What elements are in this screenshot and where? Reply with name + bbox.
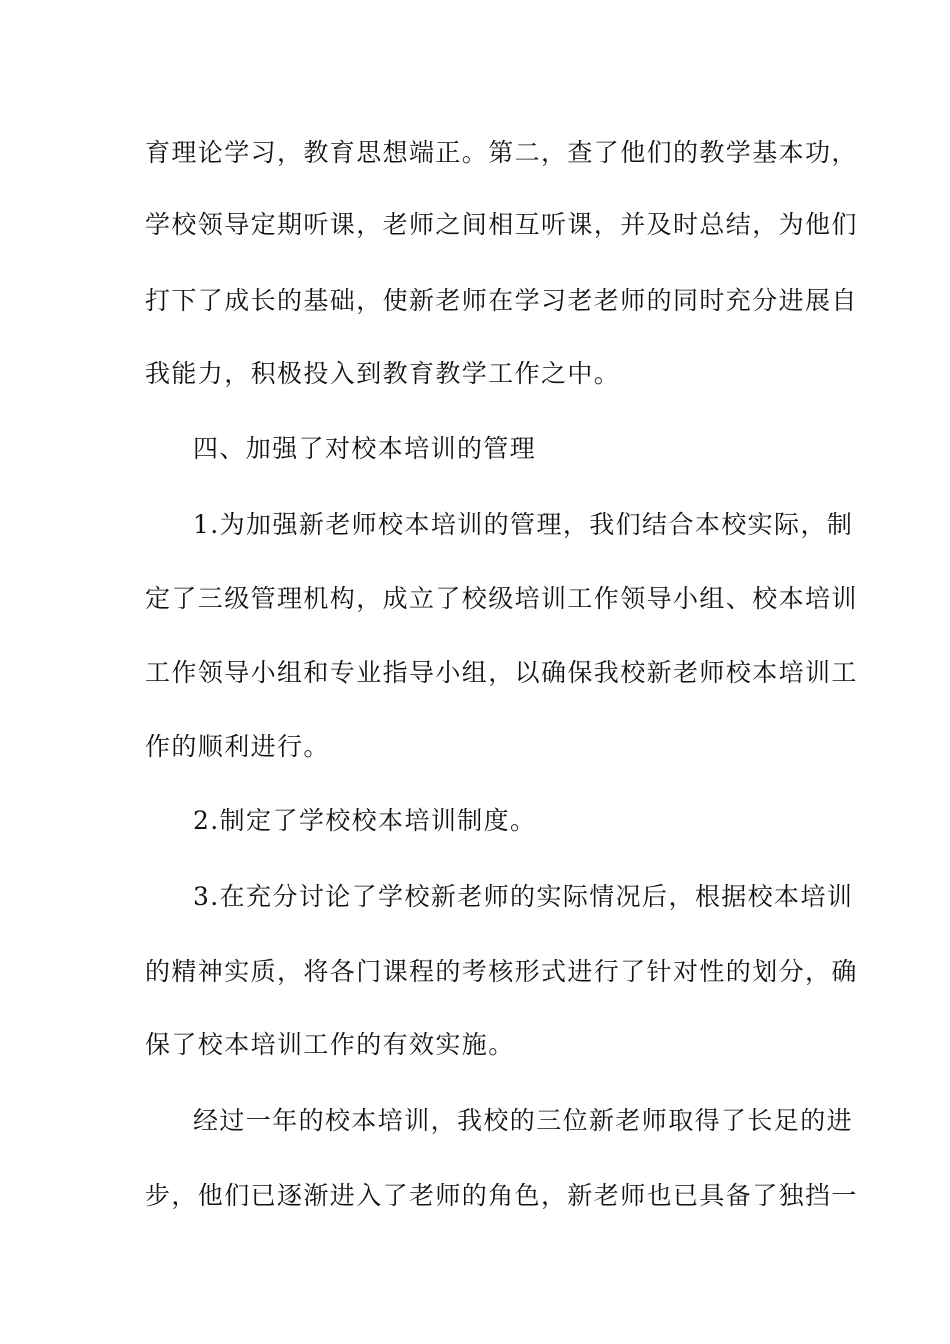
section-heading: 四、加强了对校本培训的管理: [193, 434, 537, 463]
paragraph-line: 工作领导小组和专业指导小组，以确保我校新老师校本培训工: [145, 658, 858, 687]
paragraph-line: 学校领导定期听课，老师之间相互听课，并及时总结，为他们: [145, 210, 858, 239]
paragraph-line: 的精神实质，将各门课程的考核形式进行了针对性的划分，确: [145, 957, 858, 986]
paragraph-line: 我能力，积极投入到教育教学工作之中。: [145, 359, 621, 388]
paragraph-line: 3.在充分讨论了学校新老师的实际情况后，根据校本培训: [193, 882, 854, 911]
paragraph-line: 育理论学习，教育思想端正。第二，查了他们的教学基本功，: [145, 138, 858, 167]
paragraph-line: 1.为加强新老师校本培训的管理，我们结合本校实际，制: [193, 510, 854, 539]
paragraph-line: 保了校本培训工作的有效实施。: [145, 1030, 515, 1059]
paragraph-line: 步，他们已逐渐进入了老师的角色，新老师也已具备了独挡一: [145, 1181, 858, 1210]
paragraph-line: 作的顺利进行。: [145, 732, 330, 761]
paragraph-line: 定了三级管理机构，成立了校级培训工作领导小组、校本培训: [145, 584, 858, 613]
paragraph-line: 打下了成长的基础，使新老师在学习老老师的同时充分进展自: [145, 286, 858, 315]
paragraph-line: 2.制定了学校校本培训制度。: [193, 806, 537, 835]
paragraph-line: 经过一年的校本培训，我校的三位新老师取得了长足的进: [193, 1106, 854, 1135]
